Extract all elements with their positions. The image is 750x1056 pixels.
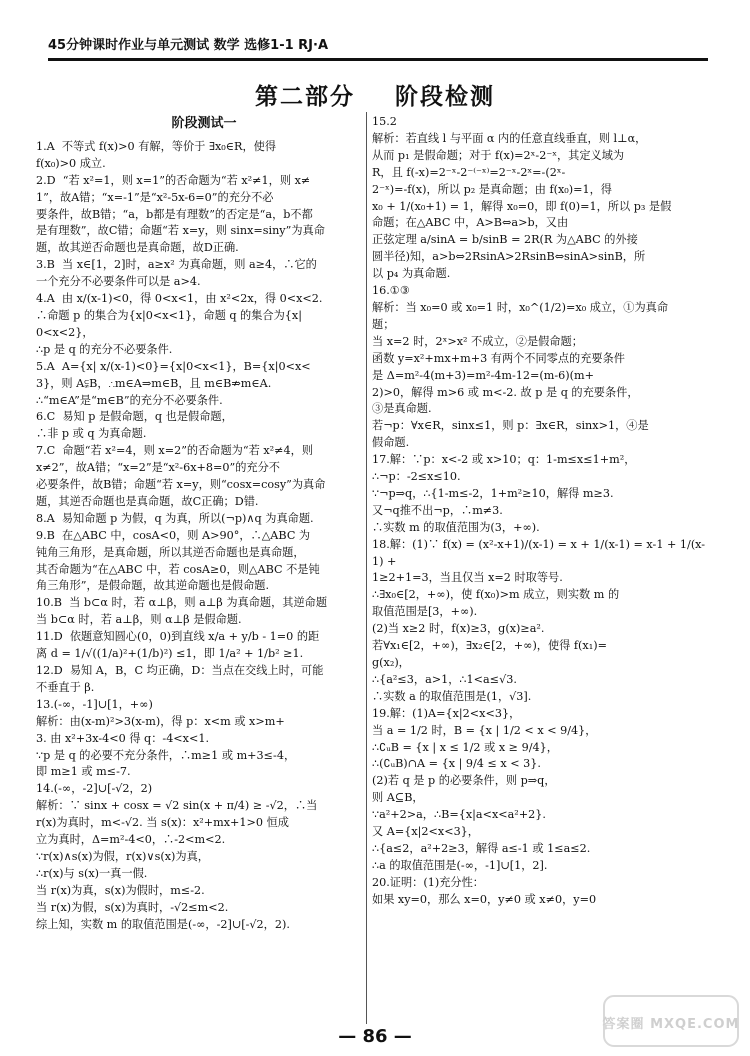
left-line: 一个充分不必要条件可以是 a>4.	[36, 275, 201, 289]
right-line: 又¬q推不出¬p，∴m≠3.	[372, 503, 503, 517]
left-line: 其否命题为“在△ABC 中，若 cosA≥0，则△ABC 不是钝	[36, 562, 320, 576]
right-line: 当 x=2 时，2ˣ>x² 不成立，②是假命题；	[372, 334, 583, 348]
left-line: r(x)为真时，m<-√2. 当 s(x)：x²+mx+1>0 恒成	[36, 816, 289, 830]
right-line: ③是真命题.	[372, 402, 432, 416]
left-line: ∴r(x)与 s(x)一真一假.	[36, 866, 148, 880]
left-line: 综上知，实数 m 的取值范围是(-∞，-2]∪[-√2，2).	[36, 917, 290, 931]
right-line: 又 A={x|2<x<3}，	[372, 825, 479, 839]
watermark-text: 答案圈 MXQE.COM	[602, 1017, 740, 1032]
right-line: ∴∃x₀∈[2，+∞)，使 f(x₀)>m 成立，则实数 m 的	[372, 588, 620, 602]
right-line: ∴实数 a 的取值范围是(1，√3].	[372, 689, 532, 703]
left-line: 7.C 命题“若 x²=4，则 x=2”的否命题为“若 x²≠4，则	[36, 444, 313, 458]
left-line: 要条件，故B错；“a，b都是有理数”的否定是“a，b不都	[36, 207, 313, 221]
right-line: 若¬p：∀x∈R，sinx≤1，则 p：∃x∈R，sinx>1，④是	[372, 419, 649, 433]
part-title: 第二部分 阶段检测	[254, 84, 496, 110]
right-line: 17.解：∵p：x<-2 或 x>10；q：1-m≤x≤1+m²，	[372, 453, 636, 467]
left-line: 当 b⊂α 时，若 a⊥β，则 α⊥β 是假命题.	[36, 613, 242, 627]
right-line: ∵a²+2>a，∴B={x|a<x<a²+2}.	[372, 808, 546, 822]
left-line: 3}，则 A⫋B，∴m∈A⇒m∈B，且 m∈B⇏m∈A.	[36, 376, 272, 390]
right-line: 如果 xy=0，那么 x=0，y≠0 或 x≠0，y=0	[372, 892, 597, 906]
page-number: — 86 —	[338, 1026, 412, 1047]
right-line: 16.①③	[372, 284, 410, 298]
left-line: 解析：∵ sinx + cosx = √2 sin(x + π/4) ≥ -√2，∴当	[36, 799, 318, 813]
right-line: g(x₂)，	[372, 656, 410, 669]
left-line: ∵p 是 q 的必要不充分条件，∴m≥1 或 m+3≤-4，	[36, 748, 296, 762]
section-title: 阶段测试一	[171, 116, 237, 131]
right-line: ∴∁ᵤB = {x | x ≤ 1/2 或 x ≥ 9/4}，	[372, 740, 558, 754]
left-line: 10.B 当 b⊂α 时，若 α⊥β，则 a⊥β 为真命题，其逆命题	[36, 596, 328, 610]
left-line: 立为真时，Δ=m²-4<0，∴-2<m<2.	[36, 833, 226, 847]
right-line: 当 a = 1/2 时，B = {x | 1/2 < x < 9/4}，	[372, 723, 597, 737]
left-line: x≠2”，故A错；“x=2”是“x²-6x+8=0”的充分不	[36, 461, 280, 475]
left-line: 11.D 依题意知圆心(0，0)到直线 x/a + y/b - 1=0 的距	[36, 630, 320, 644]
left-line: 即 m≥1 或 m≤-7.	[36, 765, 131, 779]
right-line: 2)>0，解得 m>6 或 m<-2. 故 p 是 q 的充要条件，	[372, 385, 639, 399]
right-line: 函数 y=x²+mx+m+3 有两个不同零点的充要条件	[372, 351, 625, 365]
right-line: 19.解：(1)A={x|2<x<3}，	[372, 706, 521, 720]
left-line: ∴命题 p 的集合为{x|0<x<1}，命题 q 的集合为{x|	[36, 308, 302, 322]
left-line: 5.A A={x| x/(x-1)<0}={x|0<x<1}，B={x|0<x<	[36, 359, 311, 373]
right-line: ∴{a²≤3，a>1，∴1<a≤√3.	[372, 672, 517, 686]
right-line: ∴{a≤2，a²+2≥3，解得 a≤-1 或 1≤a≤2.	[372, 841, 591, 855]
left-line: 题，故其逆否命题也是真命题，故D正确.	[36, 241, 239, 255]
right-line: 则 A⊆B，	[372, 791, 424, 805]
right-line: ∵¬p⇒q，∴{1-m≤-2，1+m²≥10，解得 m≥3.	[372, 486, 614, 500]
left-line: 必要条件，故B错；命题“若 x=y，则“cosx=cosy”为真命	[36, 478, 326, 492]
right-line: 是 Δ=m²-4(m+3)=m²-4m-12=(m-6)(m+	[372, 368, 594, 382]
left-line: 12.D 易知 A，B，C 均正确，D：当点在交线上时，可能	[36, 664, 324, 677]
left-line: 9.B 在△ABC 中，cosA<0，则 A>90°，∴△ABC 为	[36, 528, 311, 542]
left-line: 当 r(x)为真，s(x)为假时，m≤-2.	[36, 883, 205, 897]
right-line: 15.2	[372, 115, 397, 128]
left-line: 1”，故A错；“x=-1”是“x²-5x-6=0”的充分不必	[36, 190, 274, 204]
right-line: 命题；在△ABC 中，A>B⇔a>b，又由	[372, 216, 569, 230]
right-line: 20.证明：(1)充分性：	[372, 875, 484, 889]
right-line: x₀ + 1/(x₀+1) = 1，解得 x₀=0，即 f(0)=1，所以 p₃ 是假	[372, 199, 672, 213]
left-line: 钝角三角形，是真命题，所以其逆否命题也是真命题，	[36, 545, 305, 559]
right-line: 正弦定理 a/sinA = b/sinB = 2R(R 为△ABC 的外接	[372, 233, 638, 247]
left-line: 2.D “若 x²=1，则 x=1”的否命题为“若 x²≠1，则 x≠	[36, 173, 311, 187]
left-line: 1.A 不等式 f(x)>0 有解，等价于 ∃x₀∈R，使得	[36, 139, 277, 153]
left-line: 不垂直于 β.	[36, 680, 95, 694]
left-line: 离 d = 1/√((1/a)²+(1/b)²) ≤1，即 1/a² + 1/b² ≥1.	[36, 647, 304, 661]
right-line: ∴(∁ᵤB)∩A = {x | 9/4 ≤ x < 3}.	[372, 757, 541, 771]
watermark-logo	[600, 992, 742, 1050]
left-line: ∵r(x)∧s(x)为假，r(x)∨s(x)为真，	[36, 849, 209, 863]
column-divider	[366, 112, 367, 1024]
right-line: 2⁻ˣ)=-f(x)，所以 p₂ 是真命题；由 f(x₀)=1，得	[372, 182, 612, 196]
right-line: ∴¬p：-2≤x≤10.	[372, 470, 461, 484]
right-line: 18.解：(1)∵ f(x) = (x²-x+1)/(x-1) = x + 1/(x-1) = x-1 + 1/(x-1) +	[372, 537, 706, 568]
right-line: ∴实数 m 的取值范围为(3，+∞).	[372, 520, 540, 534]
left-line: 14.(-∞，-2]∪[-√2，2)	[36, 782, 153, 796]
right-line: ∴a 的取值范围是(-∞，-1]∪[1，2].	[372, 858, 548, 872]
left-line: 当 r(x)为假，s(x)为真时，-√2≤m<2.	[36, 900, 229, 914]
left-line: 角三角形”，是假命题，故其逆命题也是假命题.	[36, 579, 270, 593]
running-header: 45分钟课时作业与单元测试 数学 选修1-1 RJ·A	[48, 34, 708, 61]
right-line: 1≥2+1=3，当且仅当 x=2 时取等号.	[372, 571, 563, 585]
left-line: 3.B 当 x∈[1，2]时，a≥x² 为真命题，则 a≥4，∴它的	[36, 258, 317, 272]
left-line: 0<x<2}，	[36, 325, 94, 339]
left-line: ∴p 是 q 的充分不必要条件.	[36, 342, 173, 356]
right-line: R，且 f(-x)=2⁻ˣ-2⁻⁽⁻ˣ⁾=2⁻ˣ-2ˣ=-(2ˣ-	[372, 165, 566, 179]
right-line: (2)若 q 是 p 的必要条件，则 p⇒q，	[372, 774, 556, 788]
left-line: f(x₀)>0 成立.	[36, 156, 106, 170]
left-column	[36, 112, 372, 934]
left-line: 8.A 易知命题 p 为假，q 为真，所以(¬p)∧q 为真命题.	[36, 511, 314, 525]
right-line: 取值范围是[3，+∞).	[372, 605, 478, 619]
right-line: 解析：若直线 l 与平面 α 内的任意直线垂直，则 l⊥α，	[372, 131, 647, 145]
right-line: 解析：当 x₀=0 或 x₀=1 时，x₀^(1/2)=x₀ 成立，①为真命	[372, 300, 669, 314]
right-column	[372, 114, 712, 909]
right-line: 以 p₄ 为真命题.	[372, 267, 451, 281]
right-line: 假命题.	[372, 436, 410, 450]
right-line: 圆半径)知，a>b⇔2RsinA>2RsinB⇔sinA>sinB，所	[372, 250, 646, 264]
right-line: 从而 p₁ 是假命题；对于 f(x)=2ˣ-2⁻ˣ，其定义域为	[372, 148, 625, 162]
left-line: ∴“m∈A”是“m∈B”的充分不必要条件.	[36, 393, 223, 407]
right-line: 若∀x₁∈[2，+∞)，∃x₂∈[2，+∞)，使得 f(x₁)=	[372, 639, 607, 653]
left-line: 是有理数”，故C错；命题“若 x=y，则 sinx=siny”为真命	[36, 224, 325, 238]
left-line: 3. 由 x²+3x-4<0 得 q：-4<x<1.	[36, 731, 210, 745]
left-line: 13.(-∞，-1]∪[1，+∞)	[36, 697, 153, 711]
right-line: (2)当 x≥2 时，f(x)≥3，g(x)≥a².	[372, 622, 545, 636]
left-line: 4.A 由 x/(x-1)<0，得 0<x<1，由 x²<2x，得 0<x<2.	[36, 292, 323, 306]
left-line: 解析：由(x-m)²>3(x-m)，得 p：x<m 或 x>m+	[36, 714, 285, 728]
left-line: 6.C 易知 p 是假命题，q 也是假命题，	[36, 410, 233, 424]
left-line: 题，其逆否命题也是真命题，故C正确；D错.	[36, 494, 259, 508]
left-line: ∴非 p 或 q 为真命题.	[36, 427, 147, 441]
right-line: 题；	[372, 317, 395, 331]
